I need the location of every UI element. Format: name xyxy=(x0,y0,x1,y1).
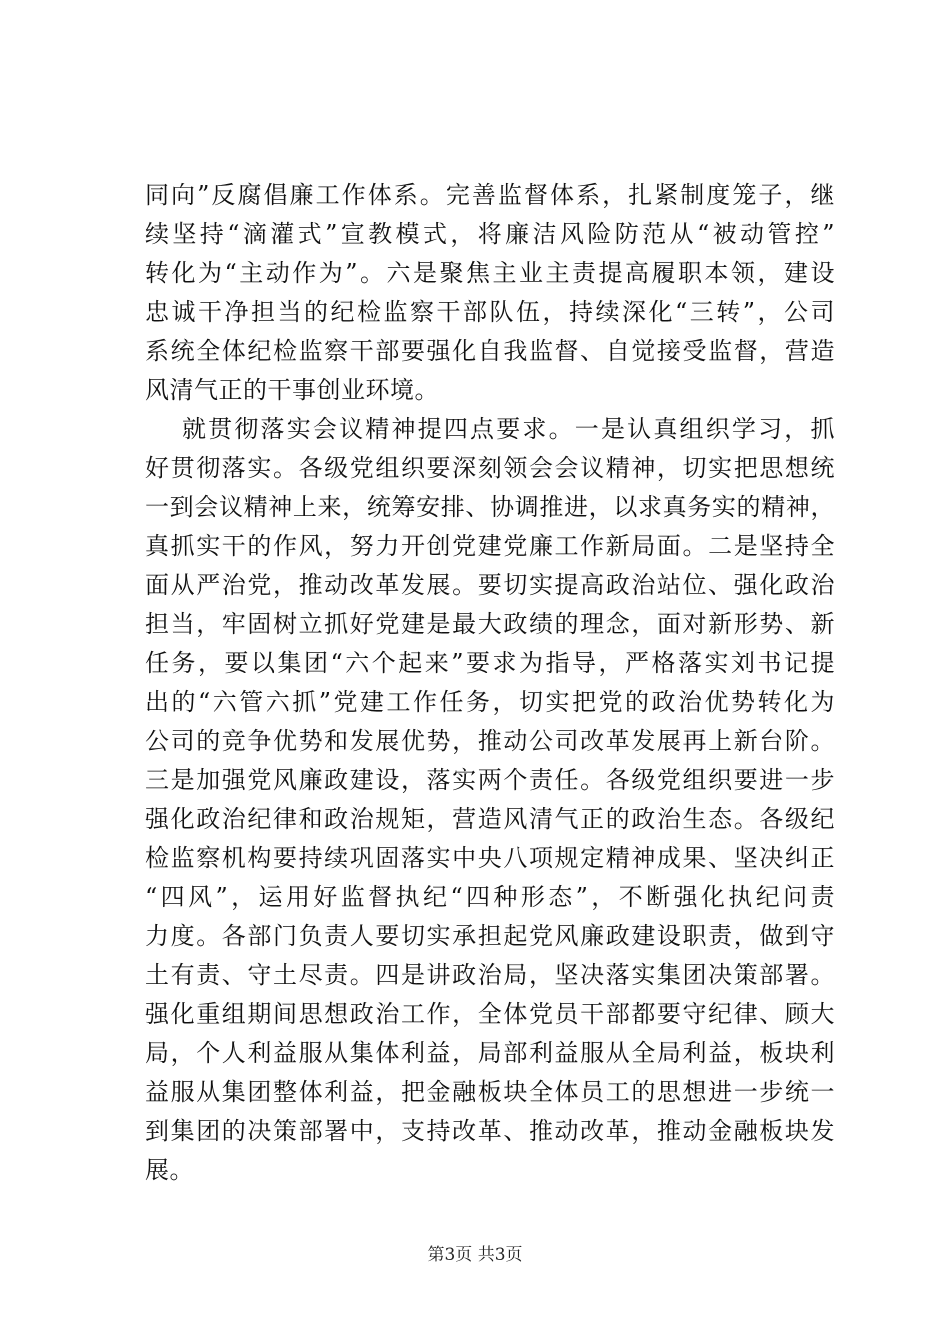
text-line: 出的“六管六抓”党建工作任务，切实把党的政治优势转化为 xyxy=(145,688,835,716)
text-line: 力度。各部门负责人要切实承担起党风廉政建设职责，做到守 xyxy=(145,922,835,950)
text-line: 同向”反腐倡廉工作体系。完善监督体系，扎紧制度笼子，继 xyxy=(145,181,835,209)
text-line: 系统全体纪检监察干部要强化自我监督、自觉接受监督，营造 xyxy=(145,337,835,365)
text-line: 面从严治党，推动改革发展。要切实提高政治站位、强化政治 xyxy=(145,571,835,599)
text-line: 风清气正的干事创业环境。 xyxy=(145,376,439,404)
text-line: 到集团的决策部署中，支持改革、推动改革，推动金融板块发 xyxy=(145,1117,835,1145)
text-line: 展。 xyxy=(145,1156,194,1184)
text-line: 担当，牢固树立抓好党建是最大政绩的理念，面对新形势、新 xyxy=(145,610,835,638)
text-line: 三是加强党风廉政建设，落实两个责任。各级党组织要进一步 xyxy=(145,766,835,794)
text-line: 任务，要以集团“六个起来”要求为指导，严格落实刘书记提 xyxy=(145,649,835,677)
page-footer: 第3页 共3页 xyxy=(427,1245,523,1265)
paragraph-first-line: 就贯彻落实会议精神提四点要求。一是认真组织学习，抓 xyxy=(182,415,835,443)
text-line: 检监察机构要持续巩固落实中央八项规定精神成果、坚决纠正 xyxy=(145,844,835,872)
text-line: 强化重组期间思想政治工作，全体党员干部都要守纪律、顾大 xyxy=(145,1000,835,1028)
text-line: 转化为“主动作为”。六是聚焦主业主责提高履职本领，建设 xyxy=(145,259,835,287)
text-line: 真抓实干的作风，努力开创党建党廉工作新局面。二是坚持全 xyxy=(145,532,835,560)
text-line: 好贯彻落实。各级党组织要深刻领会会议精神，切实把思想统 xyxy=(145,454,835,482)
text-line: “四风”，运用好监督执纪“四种形态”，不断强化执纪问责 xyxy=(145,883,835,911)
text-line: 益服从集团整体利益，把金融板块全体员工的思想进一步统一 xyxy=(145,1078,835,1106)
text-line: 公司的竞争优势和发展优势，推动公司改革发展再上新台阶。 xyxy=(145,727,835,755)
text-line: 局，个人利益服从集体利益，局部利益服从全局利益，板块利 xyxy=(145,1039,835,1067)
text-line: 续坚持“滴灌式”宣教模式，将廉洁风险防范从“被动管控” xyxy=(145,220,835,248)
text-line: 强化政治纪律和政治规矩，营造风清气正的政治生态。各级纪 xyxy=(145,805,835,833)
text-line: 忠诚干净担当的纪检监察干部队伍，持续深化“三转”，公司 xyxy=(145,298,835,326)
text-line: 土有责、守土尽责。四是讲政治局，坚决落实集团决策部署。 xyxy=(145,961,835,989)
document-body xyxy=(145,176,835,1190)
text-line: 一到会议精神上来，统筹安排、协调推进，以求真务实的精神， xyxy=(145,493,835,521)
